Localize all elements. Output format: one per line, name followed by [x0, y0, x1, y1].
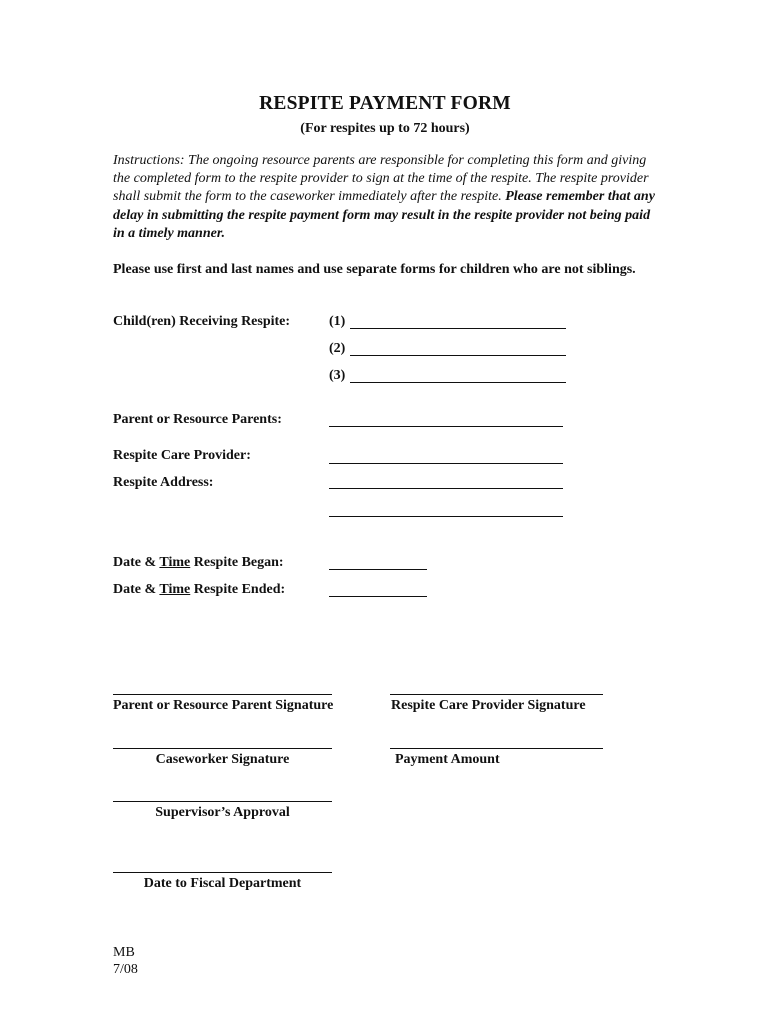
provider-label: Respite Care Provider: [113, 448, 251, 463]
footer-date: 7/08 [113, 962, 138, 977]
fiscal-date-label: Date to Fiscal Department [143, 876, 302, 891]
ended-field[interactable] [329, 596, 427, 597]
child-2-field[interactable] [350, 355, 566, 356]
form-title: RESPITE PAYMENT FORM [259, 93, 511, 114]
supervisor-approval-label: Supervisor’s Approval [155, 805, 290, 820]
supervisor-approval-field[interactable] [113, 801, 332, 802]
ended-suffix: Respite Ended: [190, 582, 286, 597]
address-field-line-2[interactable] [329, 516, 563, 517]
provider-signature-label: Respite Care Provider Signature [391, 698, 586, 713]
began-label [113, 555, 284, 571]
parent-signature-label: Parent or Resource Parent Signature [113, 698, 334, 713]
address-field-line-1[interactable] [329, 488, 563, 489]
names-note: Please use first and last names and use separate forms for children who are not siblings. [113, 262, 636, 277]
child-1-number: (1) [329, 314, 346, 329]
instructions-text: Instructions: The ongoing resource parents are responsible for completing this form and giving the completed form to the respite provider to sign at the time of the respite. The respite provider shall submit the form to the caseworker immediately after the respite. [113, 153, 649, 205]
provider-signature-field[interactable] [390, 694, 603, 695]
fiscal-date-field[interactable] [113, 872, 332, 873]
began-field[interactable] [329, 569, 427, 570]
provider-field[interactable] [329, 463, 563, 464]
child-3-field[interactable] [350, 382, 566, 383]
began-prefix: Date & [113, 555, 160, 570]
ended-label [113, 582, 285, 598]
ended-time-word: Time [159, 582, 191, 597]
began-suffix: Respite Began: [190, 555, 284, 570]
instructions-paragraph [113, 152, 658, 243]
form-subtitle: (For respites up to 72 hours) [300, 121, 470, 136]
parent-signature-field[interactable] [113, 694, 332, 695]
child-3-number: (3) [329, 368, 346, 383]
parents-field[interactable] [329, 426, 563, 427]
address-label: Respite Address: [113, 475, 214, 490]
children-label: Child(ren) Receiving Respite: [113, 314, 291, 329]
parents-label: Parent or Resource Parents: [113, 412, 282, 427]
payment-amount-label: Payment Amount [395, 752, 500, 767]
child-2-number: (2) [329, 341, 346, 356]
child-1-field[interactable] [350, 328, 566, 329]
payment-amount-field[interactable] [390, 748, 603, 749]
ended-prefix: Date & [113, 582, 160, 597]
began-time-word: Time [159, 555, 191, 570]
caseworker-signature-field[interactable] [113, 748, 332, 749]
instructions-emphasis: Please remember that any delay in submitting the respite payment form may result in the respite provider not being paid in a timely manner. [113, 189, 655, 241]
caseworker-signature-label: Caseworker Signature [155, 752, 290, 767]
footer-initials: MB [113, 945, 135, 960]
